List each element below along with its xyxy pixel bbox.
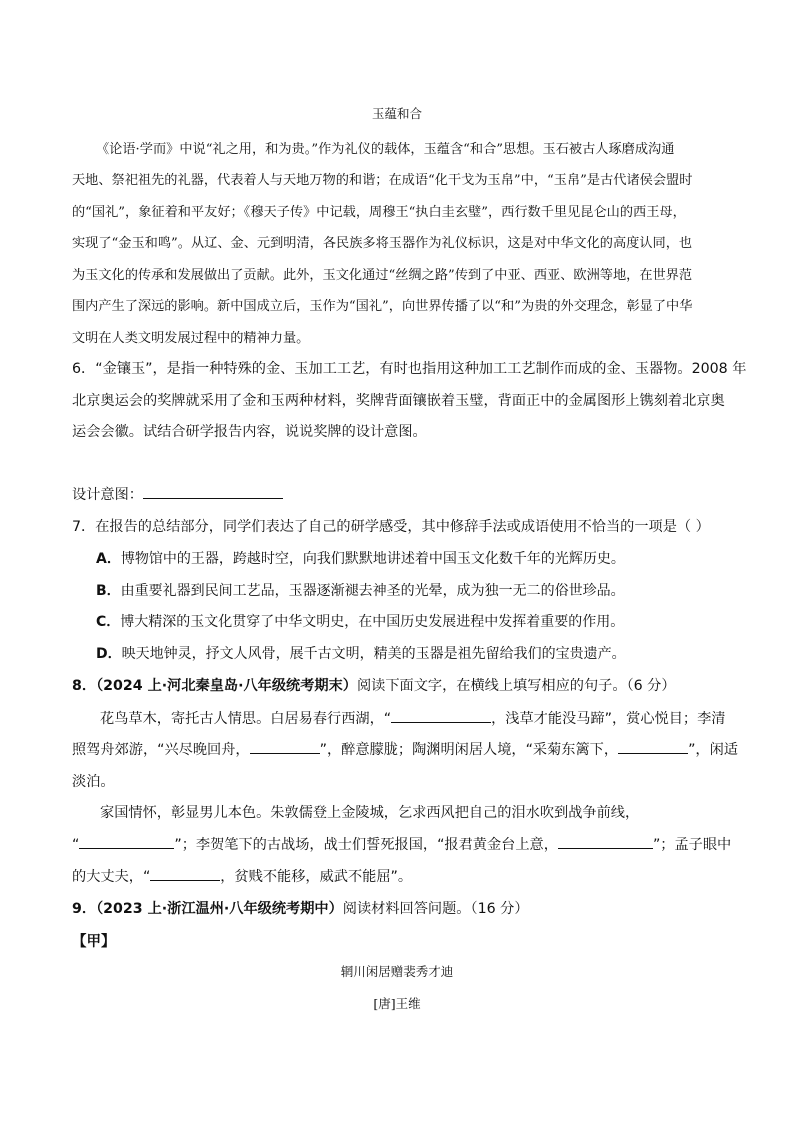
q7-option-c[interactable] bbox=[96, 611, 624, 631]
q8-text: ”；李贺笔下的古战场，战士们誓死报国，“报君黄金台上意， bbox=[174, 837, 558, 853]
q6-line: 北京奥运会的奖牌就采用了金和玉两种材料，奖牌背面镶嵌着玉璧，背面正中的金属图形上镌刻着北京奥 bbox=[72, 393, 725, 409]
option-letter: C． bbox=[96, 614, 121, 630]
q8-text: 花鸟草木，寄托古人情思。白居易春行西湖，“ bbox=[100, 711, 392, 727]
passage-line: 天地、祭祀祖先的礼器，代表着人与天地万物的和谐；在成语“化干戈为玉帛”中，“玉帛”是古代诸侯会盟时 bbox=[72, 173, 693, 188]
passage-line: 《论语·学而》中说“礼之用，和为贵。”作为礼仪的载体，玉蕴含“和合”思想。玉石被古人琢磨成沟通 bbox=[96, 142, 675, 157]
poem-author: [唐]王维 bbox=[373, 996, 421, 1011]
q8-blank-2[interactable] bbox=[250, 739, 320, 754]
q8-text: 的大丈夫，“ bbox=[72, 869, 151, 885]
option-text: 映天地钟灵，抒文人风骨，展千古文明，精美的玉器是祖先留给我们的宝贵遗产。 bbox=[121, 646, 626, 662]
q9-header bbox=[72, 898, 727, 918]
q8-text: 照驾舟郊游，“兴尽晚回舟， bbox=[72, 742, 250, 758]
option-text: 博物馆中的王器，跨越时空，向我们默默地讲述着中国玉文化数千年的光辉历史。 bbox=[120, 551, 625, 567]
q8-para-line: 淡泊。 bbox=[72, 774, 115, 790]
option-text: 由重要礼器到民间工艺品，玉器逐渐褪去神圣的光晕，成为独一无二的俗世珍品。 bbox=[120, 583, 625, 599]
q8-instruction: 阅读下面文字，在横线上填写相应的句子。（6 分） bbox=[356, 678, 676, 694]
q8-blank-1[interactable] bbox=[391, 708, 491, 723]
option-letter: B． bbox=[96, 583, 121, 599]
option-letter: D． bbox=[96, 646, 122, 662]
q8-blank-5[interactable] bbox=[558, 834, 653, 849]
q8-number: 8． bbox=[72, 678, 97, 694]
passage-line: 围内产生了深远的影响。新中国成立后，玉作为“国礼”，向世界传播了以“和”为贵的外交理念，彰显了中华 bbox=[72, 299, 693, 314]
q6-answer-label: 设计意图： bbox=[72, 487, 143, 503]
passage-line: 的“国礼”，象征着和平友好；《穆天子传》中记载，周穆王“执白圭玄璧”，西行数千里见昆仑山的西王母， bbox=[72, 205, 686, 220]
option-letter: A． bbox=[96, 551, 121, 567]
q7-option-b[interactable] bbox=[96, 580, 625, 600]
q8-blank-4[interactable] bbox=[79, 834, 174, 849]
q8-text: ”；孟子眼中 bbox=[652, 837, 732, 853]
q8-blank-6[interactable] bbox=[150, 866, 220, 881]
q6-line: 运会会徽。试结合研学报告内容，说说奖牌的设计意图。 bbox=[72, 424, 427, 440]
q6-answer-row bbox=[72, 484, 727, 504]
q6-line: 6．“金镶玉”，是指一种特殊的金、玉加工工艺，有时也指用这种加工工艺制作而成的金、玉器物。2008 年 bbox=[72, 361, 747, 377]
q8-text: ，浅草才能没马蹄”，赏心悦目；李清 bbox=[491, 711, 726, 727]
q8-header bbox=[72, 675, 727, 695]
q8-text: ”，闲适 bbox=[688, 742, 738, 758]
q9-number: 9． bbox=[72, 901, 97, 917]
q9-section-label: 【甲】 bbox=[72, 934, 116, 950]
q7-stem: 7．在报告的总结部分，同学们表达了自己的研学感受，其中修辞手法或成语使用不恰当的一项是（ ） bbox=[72, 519, 710, 535]
q9-source: （2023 上·浙江温州·八年级统考期中） bbox=[96, 901, 343, 917]
poem-title: 辋川闲居赠裴秀才迪 bbox=[340, 964, 454, 979]
q8-text: “ bbox=[72, 837, 80, 853]
passage-line: 为玉文化的传承和发展做出了贡献。此外，玉文化通过“丝绸之路”传到了中亚、西亚、欧洲等地，在世界范 bbox=[72, 268, 693, 283]
q8-text: ，贫贱不能移，威武不能屈”。 bbox=[220, 869, 413, 885]
q7-option-d[interactable] bbox=[96, 643, 626, 663]
passage-line: 文明在人类文明发展过程中的精神力量。 bbox=[72, 331, 310, 346]
q8-para-line bbox=[72, 834, 732, 854]
q8-para-line bbox=[100, 708, 727, 728]
q8-blank-3[interactable] bbox=[618, 739, 688, 754]
q8-source: （2024 上·河北秦皇岛·八年级统考期末） bbox=[96, 678, 357, 694]
option-text: 博大精深的玉文化贯穿了中华文明史，在中国历史发展进程中发挥着重要的作用。 bbox=[120, 614, 625, 630]
passage-title: 玉蕴和合 bbox=[371, 106, 422, 121]
q8-text: ”，醉意朦胧；陶渊明闲居人境，“采菊东篱下， bbox=[319, 742, 619, 758]
passage-line: 实现了“金玉和鸣”。从辽、金、元到明清，各民族多将玉器作为礼仪标识，这是对中华文化的高度认同，也 bbox=[72, 236, 693, 251]
q7-option-a[interactable] bbox=[96, 548, 625, 568]
q6-answer-blank[interactable] bbox=[143, 484, 283, 499]
q9-instruction: 阅读材料回答问题。（16 分） bbox=[342, 901, 529, 917]
q8-para-line bbox=[72, 866, 727, 886]
q8-para-line bbox=[72, 739, 738, 759]
q8-para-line: 家国情怀，彰显男儿本色。朱敦儒登上金陵城，乞求西风把自己的泪水吹到战争前线， bbox=[100, 805, 640, 821]
